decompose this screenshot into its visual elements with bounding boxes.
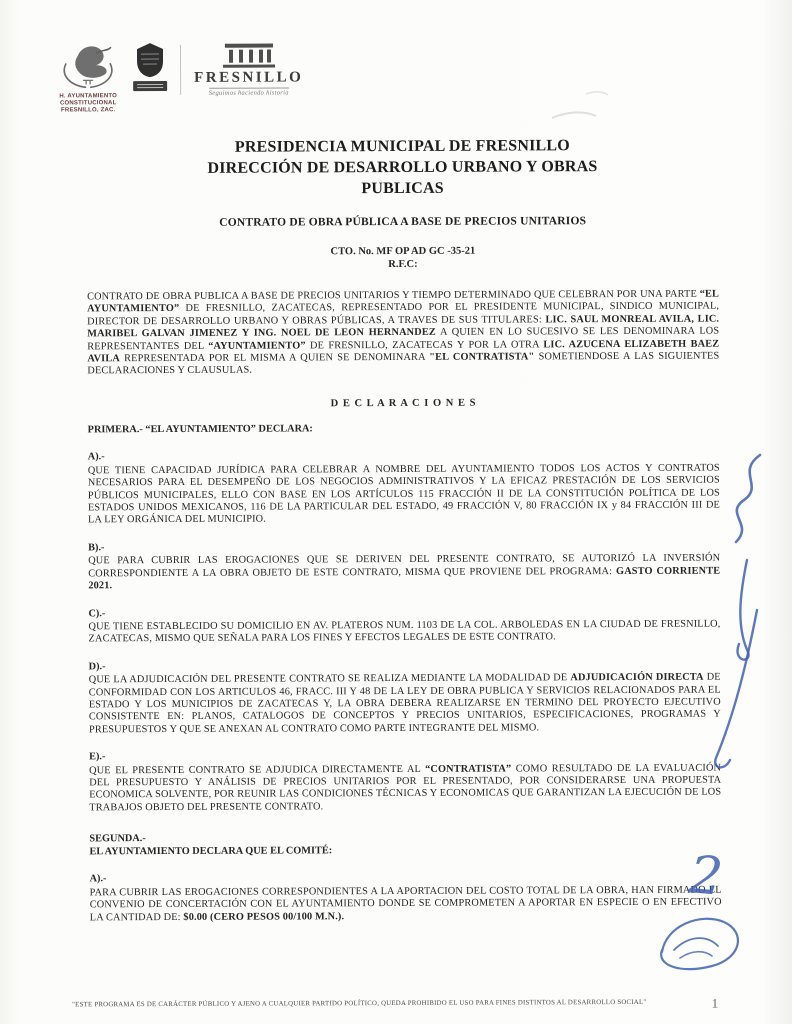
title-line-3: PUBLICAS bbox=[361, 179, 444, 198]
segunda-clause-a bbox=[90, 871, 722, 924]
clause-c bbox=[88, 605, 720, 646]
emblem-caption-line-1: H. AYUNTAMIENTO bbox=[59, 93, 118, 100]
primera-heading: PRIMERA.- “EL AYUNTAMIENTO” DECLARA: bbox=[87, 423, 313, 436]
emblem-caption-line-3: FRESNILLO, ZAC. bbox=[61, 107, 116, 114]
clause-e-text: QUE EL PRESENTE CONTRATO SE ADJUDICA DIRECTAMENTE AL “CONTRATISTA” COMO RESULTADO DE LA EVALUACIÓN DEL PRESUPUESTO Y ANÁLISIS DE PRECIOS UNITARIOS POR EL PRESENTADO, POR CONSIDERARSE UNA PROPUESTA ECONOMICA SOLVENTE, POR REUNIR LAS CONDICIONES TÉCNICAS Y ECONOMICAS QUE GARANTIZAN LA EJECUCIÓN DE LOS TRABAJOS OBJETO DEL PRESENTE CONTRATO. bbox=[89, 762, 722, 814]
segunda-heading bbox=[89, 831, 721, 859]
page-number: 1 bbox=[711, 995, 719, 1011]
letterhead bbox=[56, 36, 304, 114]
title-line-2: DIRECCIÓN DE DESARROLLO URBANO Y OBRAS bbox=[207, 158, 598, 177]
contract-number: CTO. No. MF OP AD GC -35-21 bbox=[330, 245, 476, 258]
footer-note: "ESTE PROGRAMA ES DE CARÁCTER PÚBLICO Y AJENO A CUALQUIER PARTIDO POLÍTICO, QUEDA PROHIBIDO EL USO PARA FINES DISTINTOS AL DESARROLLO SOCIAL" bbox=[72, 998, 647, 1009]
segunda-clause-a-label: A).- bbox=[89, 873, 107, 885]
segunda-heading-line-2: EL AYUNTAMIENTO DECLARA QUE EL COMITÉ: bbox=[89, 845, 333, 858]
intro-paragraph: CONTRATO DE OBRA PUBLICA A BASE DE PRECIOS UNITARIOS Y TIEMPO DETERMINADO QUE CELEBRAN POR UNA PARTE “EL AYUNTAMIENTO” DE FRESNILLO, ZACATECAS, REPRESENTADO POR EL PRESIDENTE MUNICIPAL, SINDICO MUNICIPAL, DIRECTOR DE DESARROLLO URBANO Y OBRAS PÚBLICAS, A TRAVES DE SUS TITULARES: LIC. SAUL MONREAL AVILA, LIC. MARIBEL GALVAN JIMENEZ Y ING. NOEL DE LEON HERNANDEZ A QUIEN EN LO SUCESIVO SE LES DENOMINARA LOS REPRESENTANTES DEL “AYUNTAMIENTO” DE FRESNILLO, ZACATECAS Y POR LA OTRA LIC. AZUCENA ELIZABETH BAEZ AVILA REPRESENTADA POR EL MISMA A QUIEN SE DENOMINARA "EL CONTRATISTA" SOMETIENDOSE A LAS SIGUIENTES DECLARACIONES Y CLAUSULAS. bbox=[87, 288, 720, 377]
document-body bbox=[86, 135, 721, 925]
fresnillo-logo bbox=[194, 42, 303, 96]
seal-caption bbox=[133, 81, 167, 91]
seal-shield-icon bbox=[135, 42, 165, 78]
clause-d-text: QUE LA ADJUDICACIÓN DEL PRESENTE CONTRATO SE REALIZA MEDIANTE LA MODALIDAD DE ADJUDICACIÓN DIRECTA DE CONFORMIDAD CON LOS ARTICULOS 46, FRACC. III Y 48 DE LA LEY DE OBRA PUBLICA Y SERVICIOS RELACIONADOS PARA EL ESTADO Y LOS MUNICIPIOS DE ZACATECAS Y, LA OBRA DEBERA REALIZARSE EN TERMINO DEL PROYECTO EJECUTIVO CONSISTENTE EN: PLANOS, CATALOGOS DE CONCEPTOS Y PRECIOS UNITARIOS, ESPECIFICACIONES, PROGRAMAS Y PRESUPUESTOS Y QUE SE ANEXAN AL CONTRATO COMO PARTE INTEGRANTE DEL MISMO. bbox=[88, 671, 721, 736]
eagle-emblem-icon bbox=[56, 37, 120, 91]
segunda-heading-line-1: SEGUNDA.- bbox=[89, 833, 146, 845]
clause-b-label: B).- bbox=[88, 542, 105, 554]
clause-d-label: D).- bbox=[88, 660, 106, 673]
municipal-seal bbox=[133, 42, 167, 91]
declaraciones-heading: D E C L A R A C I O N E S bbox=[330, 397, 477, 410]
logo-divider bbox=[180, 45, 181, 95]
clause-e-label: E).- bbox=[89, 751, 106, 763]
segunda-clause-a-text: PARA CUBRIR LAS EROGACIONES CORRESPONDIENTES A LA APORTACION DEL COSTO TOTAL DE LA OBRA, HAN FIRMADO EL CONVENIO DE CONCERTACIÓN CON EL AYUNTAMIENTO DONDE SE COMPROMETEN A APORTAR EN ESPECIE O EN EFECTIVO LA CANTIDAD DE: $0.00 (CERO PESOS 00/100 M.N.). bbox=[89, 884, 722, 923]
clause-b bbox=[88, 539, 720, 592]
national-emblem bbox=[56, 37, 120, 114]
clause-d bbox=[89, 658, 721, 736]
emblem-caption-line-2: CONSTITUCIONAL bbox=[59, 100, 117, 107]
title-line-1: PRESIDENCIA MUNICIPAL DE FRESNILLO bbox=[234, 137, 570, 156]
clause-c-text: QUE TIENE ESTABLECIDO SU DOMICILIO EN AV. PLATEROS NUM. 1103 DE LA COL. ARBOLEDAS EN LA CIUDAD DE FRESNILLO, ZACATECAS, MISMO QUE SEÑALA PARA LOS FINES Y EFECTOS LEGALES DE ESTE CONTRATO. bbox=[88, 618, 721, 645]
clause-a-label: A).- bbox=[87, 451, 105, 463]
document-subtitle: CONTRATO DE OBRA PÚBLICA A BASE DE PRECIOS UNITARIOS bbox=[219, 215, 587, 229]
clause-a bbox=[88, 449, 720, 527]
document-title bbox=[86, 135, 718, 201]
clause-b-text: QUE PARA CUBRIR LAS EROGACIONES QUE SE DERIVEN DEL PRESENTE CONTRATO, SE AUTORIZÓ LA INVERSIÓN CORRESPONDIENTE A LA OBRA OBJETO DE ESTE CONTRATO, MISMA QUE PROVIENE DEL PROGRAMA: GASTO CORRIENTE 2021. bbox=[88, 552, 721, 592]
fresnillo-logo-text: FRESNILLO bbox=[194, 69, 304, 86]
fresnillo-logo-tagline: Seguimos haciendo historia bbox=[208, 89, 289, 97]
emblem-caption bbox=[59, 93, 117, 114]
building-icon bbox=[221, 43, 277, 69]
rfc-label: R.F.C: bbox=[388, 258, 418, 271]
clause-e bbox=[89, 749, 721, 815]
clause-c-label: C).- bbox=[88, 607, 106, 619]
handwritten-digit: 2 bbox=[686, 845, 726, 908]
clause-a-text: QUE TIENE CAPACIDAD JURÍDICA PARA CELEBRAR A NOMBRE DEL AYUNTAMIENTO TODOS LOS ACTOS Y CONTRATOS NECESARIOS PARA EL DESEMPEÑO DE LOS NEGOCIOS ADMINISTRATIVOS Y LA EFICAZ PRESTACIÓN DE LOS SERVICIOS PÚBLICOS MUNICIPALES, ELLO CON BASE EN LOS ARTÍCULOS 115 FRACCIÓN II DE LA CONSTITUCIÓN POLÍTICA DE LOS ESTADOS UNIDOS MEXICANOS, 116 DE LA PARTICULAR DEL ESTADO, 49 FRACCIÓN V, 80 FRACCIÓN IX y 84 FRACCIÓN III DE LA LEY ORGÁNICA DEL MUNICIPIO. bbox=[87, 462, 720, 526]
